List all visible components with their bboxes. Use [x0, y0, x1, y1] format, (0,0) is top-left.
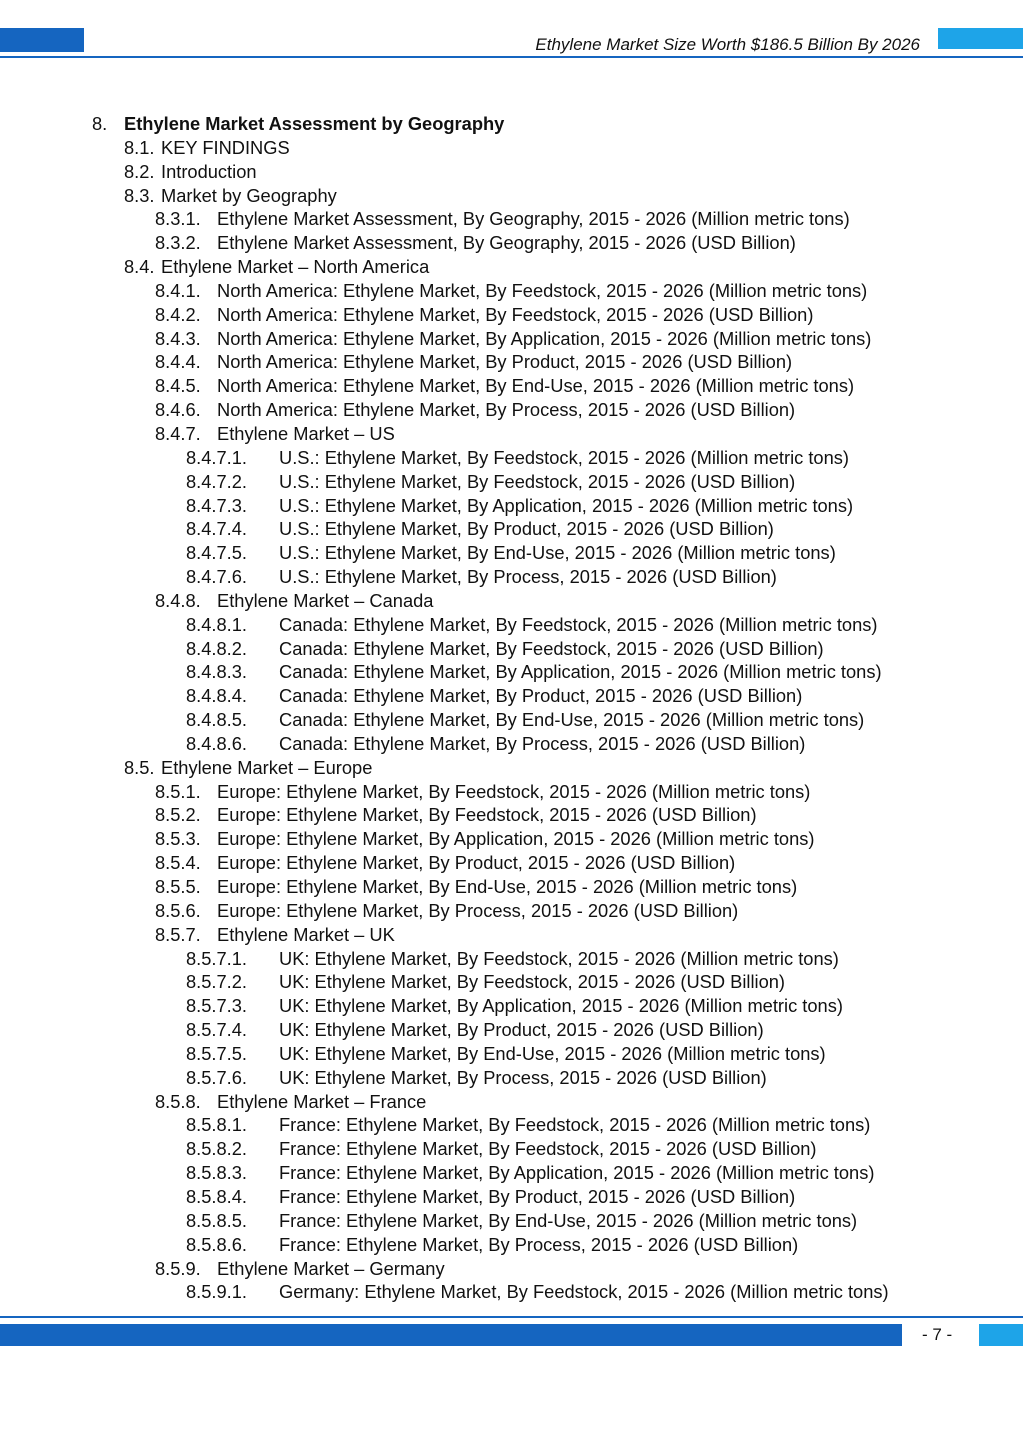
- toc-entry-number: 8.5.6.: [155, 899, 201, 921]
- toc-entry: [0, 923, 1023, 947]
- toc-entry-text: Canada: Ethylene Market, By Process, 2015 - 2026 (USD Billion): [279, 732, 806, 754]
- toc-entry: [0, 231, 1023, 255]
- toc-entry: [0, 494, 1023, 518]
- toc-entry-text: Germany: Ethylene Market, By Feedstock, 2015 - 2026 (Million metric tons): [279, 1281, 889, 1303]
- toc-entry: [0, 470, 1023, 494]
- toc-entry-text: U.S.: Ethylene Market, By Product, 2015 - 2026 (USD Billion): [279, 518, 774, 540]
- toc-entry-text: UK: Ethylene Market, By Application, 2015 - 2026 (Million metric tons): [279, 995, 843, 1017]
- toc-entry: [0, 398, 1023, 422]
- toc-entry-number: 8.5.9.1.: [186, 1281, 247, 1303]
- toc-entry-text: Ethylene Market – France: [217, 1090, 427, 1112]
- toc-entry: [0, 1257, 1023, 1281]
- toc-entry: [0, 708, 1023, 732]
- toc-entry: [0, 517, 1023, 541]
- toc-entry: [0, 732, 1023, 756]
- toc-entry-text: Europe: Ethylene Market, By Application, 2015 - 2026 (Million metric tons): [217, 828, 815, 850]
- toc-entry-text: U.S.: Ethylene Market, By Feedstock, 2015 - 2026 (USD Billion): [279, 470, 796, 492]
- toc-entry-text: North America: Ethylene Market, By End-Use, 2015 - 2026 (Million metric tons): [217, 375, 855, 397]
- toc-entry: [0, 1090, 1023, 1114]
- toc-entry-text: UK: Ethylene Market, By Feedstock, 2015 - 2026 (USD Billion): [279, 971, 786, 993]
- header-title: Ethylene Market Size Worth $186.5 Billion By 2026: [535, 35, 920, 54]
- toc-entry: [0, 660, 1023, 684]
- toc-entry: [0, 541, 1023, 565]
- toc-entry: [0, 184, 1023, 208]
- toc-entry-number: 8.4.5.: [155, 375, 201, 397]
- toc-entry-text: Europe: Ethylene Market, By Product, 2015 - 2026 (USD Billion): [217, 852, 736, 874]
- toc-entry-number: 8.4.7.2.: [186, 470, 247, 492]
- toc-entry-text: U.S.: Ethylene Market, By Process, 2015 - 2026 (USD Billion): [279, 566, 777, 588]
- toc-entry-text: UK: Ethylene Market, By Process, 2015 - 2026 (USD Billion): [279, 1066, 767, 1088]
- toc-entry: [0, 637, 1023, 661]
- toc-entry: [0, 875, 1023, 899]
- toc-entry-text: Ethylene Market Assessment by Geography: [124, 113, 505, 134]
- toc-entry: [0, 422, 1023, 446]
- toc-entry-text: North America: Ethylene Market, By Application, 2015 - 2026 (Million metric tons): [217, 327, 872, 349]
- toc-entry-text: Ethylene Market – UK: [217, 923, 395, 945]
- toc-entry-text: Canada: Ethylene Market, By Application, 2015 - 2026 (Million metric tons): [279, 661, 882, 683]
- toc-entry: [0, 1018, 1023, 1042]
- toc-entry-text: Europe: Ethylene Market, By End-Use, 2015 - 2026 (Million metric tons): [217, 876, 798, 897]
- toc-entry: [0, 160, 1023, 184]
- toc-entry-text: Canada: Ethylene Market, By Feedstock, 2015 - 2026 (Million metric tons): [279, 613, 878, 635]
- toc-entry-number: 8.4.7.4.: [186, 518, 247, 540]
- toc-entry-number: 8.5.8.2.: [186, 1138, 247, 1160]
- toc-entry-text: France: Ethylene Market, By Process, 2015 - 2026 (USD Billion): [279, 1233, 799, 1255]
- toc-entry-number: 8.5.8.1.: [186, 1114, 247, 1136]
- toc-entry: [0, 589, 1023, 613]
- toc-entry: [0, 446, 1023, 470]
- toc-entry-number: 8.4.8.3.: [186, 661, 247, 683]
- toc-entry: [0, 994, 1023, 1018]
- toc-entry-number: 8.5.8.4.: [186, 1185, 247, 1207]
- toc-entry-text: France: Ethylene Market, By Feedstock, 2015 - 2026 (Million metric tons): [279, 1114, 871, 1136]
- toc-entry-text: France: Ethylene Market, By Application, 2015 - 2026 (Million metric tons): [279, 1162, 875, 1184]
- toc-entry-number: 8.4.8.5.: [186, 709, 247, 731]
- toc-entry-text: Europe: Ethylene Market, By Feedstock, 2015 - 2026 (Million metric tons): [217, 780, 811, 802]
- toc-entry-text: Introduction: [161, 160, 257, 182]
- toc-entry-number: 8.5.5.: [155, 876, 201, 897]
- toc-entry-number: 8.5.4.: [155, 852, 201, 874]
- toc-entry: [0, 899, 1023, 923]
- toc-entry-number: 8.4.1.: [155, 279, 201, 301]
- toc-entry-text: Ethylene Market – North America: [161, 256, 430, 278]
- toc-entry-number: 8.4.8.1.: [186, 613, 247, 635]
- toc-entry-number: 8.5.8.5.: [186, 1209, 247, 1231]
- toc-entry-number: 8.3.2.: [155, 232, 201, 254]
- toc-entry-number: 8.4.8.4.: [186, 685, 247, 707]
- toc-entry-number: 8.5.7.1.: [186, 947, 247, 969]
- toc-entry-text: UK: Ethylene Market, By End-Use, 2015 - 2026 (Million metric tons): [279, 1042, 826, 1064]
- toc-entry-text: Canada: Ethylene Market, By Product, 2015 - 2026 (USD Billion): [279, 685, 803, 707]
- toc-entry-text: Ethylene Market – Europe: [161, 756, 373, 778]
- toc-entry-number: 8.4.7.: [155, 422, 201, 444]
- toc-entry: [0, 136, 1023, 160]
- footer-right-bar: [979, 1324, 1023, 1346]
- toc-entry-text: U.S.: Ethylene Market, By Application, 2015 - 2026 (Million metric tons): [279, 494, 854, 516]
- toc-entry-text: North America: Ethylene Market, By Process, 2015 - 2026 (USD Billion): [217, 399, 796, 421]
- toc-entry-number: 8.1.: [124, 136, 155, 158]
- toc-entry-number: 8.: [92, 113, 108, 134]
- page-number: - 7 -: [922, 1325, 953, 1344]
- toc-entry-text: Ethylene Market Assessment, By Geography, 2015 - 2026 (Million metric tons): [217, 208, 850, 230]
- toc-entry-number: 8.4.7.3.: [186, 494, 247, 516]
- toc-entry: [0, 970, 1023, 994]
- toc-entry-number: 8.4.8.2.: [186, 637, 247, 659]
- toc-entry-text: Ethylene Market – Germany: [217, 1257, 445, 1279]
- toc-entry: [0, 756, 1023, 780]
- toc-entry-number: 8.5.7.5.: [186, 1042, 247, 1064]
- toc-entry: [0, 947, 1023, 971]
- toc-entry: [0, 1161, 1023, 1185]
- toc-entry-text: U.S.: Ethylene Market, By End-Use, 2015 - 2026 (Million metric tons): [279, 542, 836, 564]
- toc-entry-number: 8.4.6.: [155, 399, 201, 421]
- footer-rule: [0, 1316, 1023, 1318]
- toc-entry-number: 8.5.8.3.: [186, 1162, 247, 1184]
- toc-entry-text: North America: Ethylene Market, By Feedstock, 2015 - 2026 (Million metric tons): [217, 279, 868, 301]
- toc-entry-number: 8.5.7.2.: [186, 971, 247, 993]
- toc-entry: [0, 1280, 1023, 1304]
- toc-entry: [0, 112, 1023, 136]
- toc-entry: [0, 279, 1023, 303]
- toc-entry-number: 8.4.2.: [155, 303, 201, 325]
- toc-entry: [0, 207, 1023, 231]
- toc-entry-number: 8.4.7.6.: [186, 566, 247, 588]
- toc-entry-text: UK: Ethylene Market, By Product, 2015 - 2026 (USD Billion): [279, 1019, 764, 1041]
- header-left-bar: [0, 28, 84, 52]
- toc-entry: [0, 1185, 1023, 1209]
- toc-entry: [0, 303, 1023, 327]
- toc-entry-number: 8.5.3.: [155, 828, 201, 850]
- toc-entry-text: Europe: Ethylene Market, By Process, 2015 - 2026 (USD Billion): [217, 899, 739, 921]
- toc-entry: [0, 327, 1023, 351]
- toc-entry-number: 8.5.9.: [155, 1257, 201, 1279]
- toc-entry-text: KEY FINDINGS: [161, 136, 290, 158]
- toc-entry: [0, 851, 1023, 875]
- toc-entry-text: France: Ethylene Market, By End-Use, 2015 - 2026 (Million metric tons): [279, 1209, 858, 1231]
- toc-entry-text: Ethylene Market Assessment, By Geography, 2015 - 2026 (USD Billion): [217, 232, 796, 254]
- toc-entry: [0, 1233, 1023, 1257]
- toc-entry-text: U.S.: Ethylene Market, By Feedstock, 2015 - 2026 (Million metric tons): [279, 446, 849, 468]
- toc-entry-number: 8.5.1.: [155, 780, 201, 802]
- toc-entry: [0, 350, 1023, 374]
- toc-entry-number: 8.4.4.: [155, 351, 201, 373]
- toc-entry-text: Ethylene Market – US: [217, 422, 395, 444]
- toc-entry-number: 8.5.7.4.: [186, 1019, 247, 1041]
- toc-entry-number: 8.5.2.: [155, 804, 201, 826]
- toc-entry-number: 8.2.: [124, 160, 155, 182]
- toc-entry-number: 8.3.1.: [155, 208, 201, 230]
- toc-entry-text: Market by Geography: [161, 184, 337, 206]
- table-of-contents: [0, 112, 1023, 1304]
- toc-entry: [0, 255, 1023, 279]
- toc-entry-number: 8.5.7.3.: [186, 995, 247, 1017]
- toc-entry-number: 8.5.: [124, 756, 155, 778]
- toc-entry: [0, 1113, 1023, 1137]
- toc-entry-text: Ethylene Market – Canada: [217, 589, 434, 611]
- toc-entry: [0, 1137, 1023, 1161]
- toc-entry: [0, 1042, 1023, 1066]
- header-right-bar: [938, 28, 1023, 49]
- toc-entry-text: Canada: Ethylene Market, By End-Use, 2015 - 2026 (Million metric tons): [279, 709, 865, 731]
- toc-entry-number: 8.4.7.1.: [186, 446, 247, 468]
- toc-entry-text: Europe: Ethylene Market, By Feedstock, 2015 - 2026 (USD Billion): [217, 804, 757, 826]
- toc-entry-text: France: Ethylene Market, By Feedstock, 2015 - 2026 (USD Billion): [279, 1138, 817, 1160]
- toc-entry-number: 8.4.7.5.: [186, 542, 247, 564]
- toc-entry-text: Canada: Ethylene Market, By Feedstock, 2015 - 2026 (USD Billion): [279, 637, 824, 659]
- toc-entry-text: North America: Ethylene Market, By Feedstock, 2015 - 2026 (USD Billion): [217, 303, 814, 325]
- footer-left-bar: [0, 1324, 902, 1346]
- toc-entry-number: 8.5.8.6.: [186, 1233, 247, 1255]
- toc-entry: [0, 565, 1023, 589]
- toc-entry: [0, 374, 1023, 398]
- toc-entry-number: 8.5.8.: [155, 1090, 201, 1112]
- toc-entry-text: North America: Ethylene Market, By Product, 2015 - 2026 (USD Billion): [217, 351, 793, 373]
- toc-entry-number: 8.4.8.6.: [186, 732, 247, 754]
- toc-entry-number: 8.3.: [124, 184, 155, 206]
- toc-entry: [0, 803, 1023, 827]
- toc-entry: [0, 780, 1023, 804]
- toc-entry-number: 8.5.7.6.: [186, 1066, 247, 1088]
- toc-entry-number: 8.4.3.: [155, 327, 201, 349]
- toc-entry-number: 8.4.8.: [155, 589, 201, 611]
- toc-entry-number: 8.4.: [124, 256, 155, 278]
- toc-entry: [0, 1066, 1023, 1090]
- toc-entry-text: UK: Ethylene Market, By Feedstock, 2015 - 2026 (Million metric tons): [279, 947, 839, 969]
- toc-entry: [0, 1209, 1023, 1233]
- toc-entry: [0, 613, 1023, 637]
- header-rule: [0, 56, 1023, 58]
- toc-entry-text: France: Ethylene Market, By Product, 2015 - 2026 (USD Billion): [279, 1185, 796, 1207]
- toc-entry: [0, 827, 1023, 851]
- toc-entry-number: 8.5.7.: [155, 923, 201, 945]
- toc-entry: [0, 684, 1023, 708]
